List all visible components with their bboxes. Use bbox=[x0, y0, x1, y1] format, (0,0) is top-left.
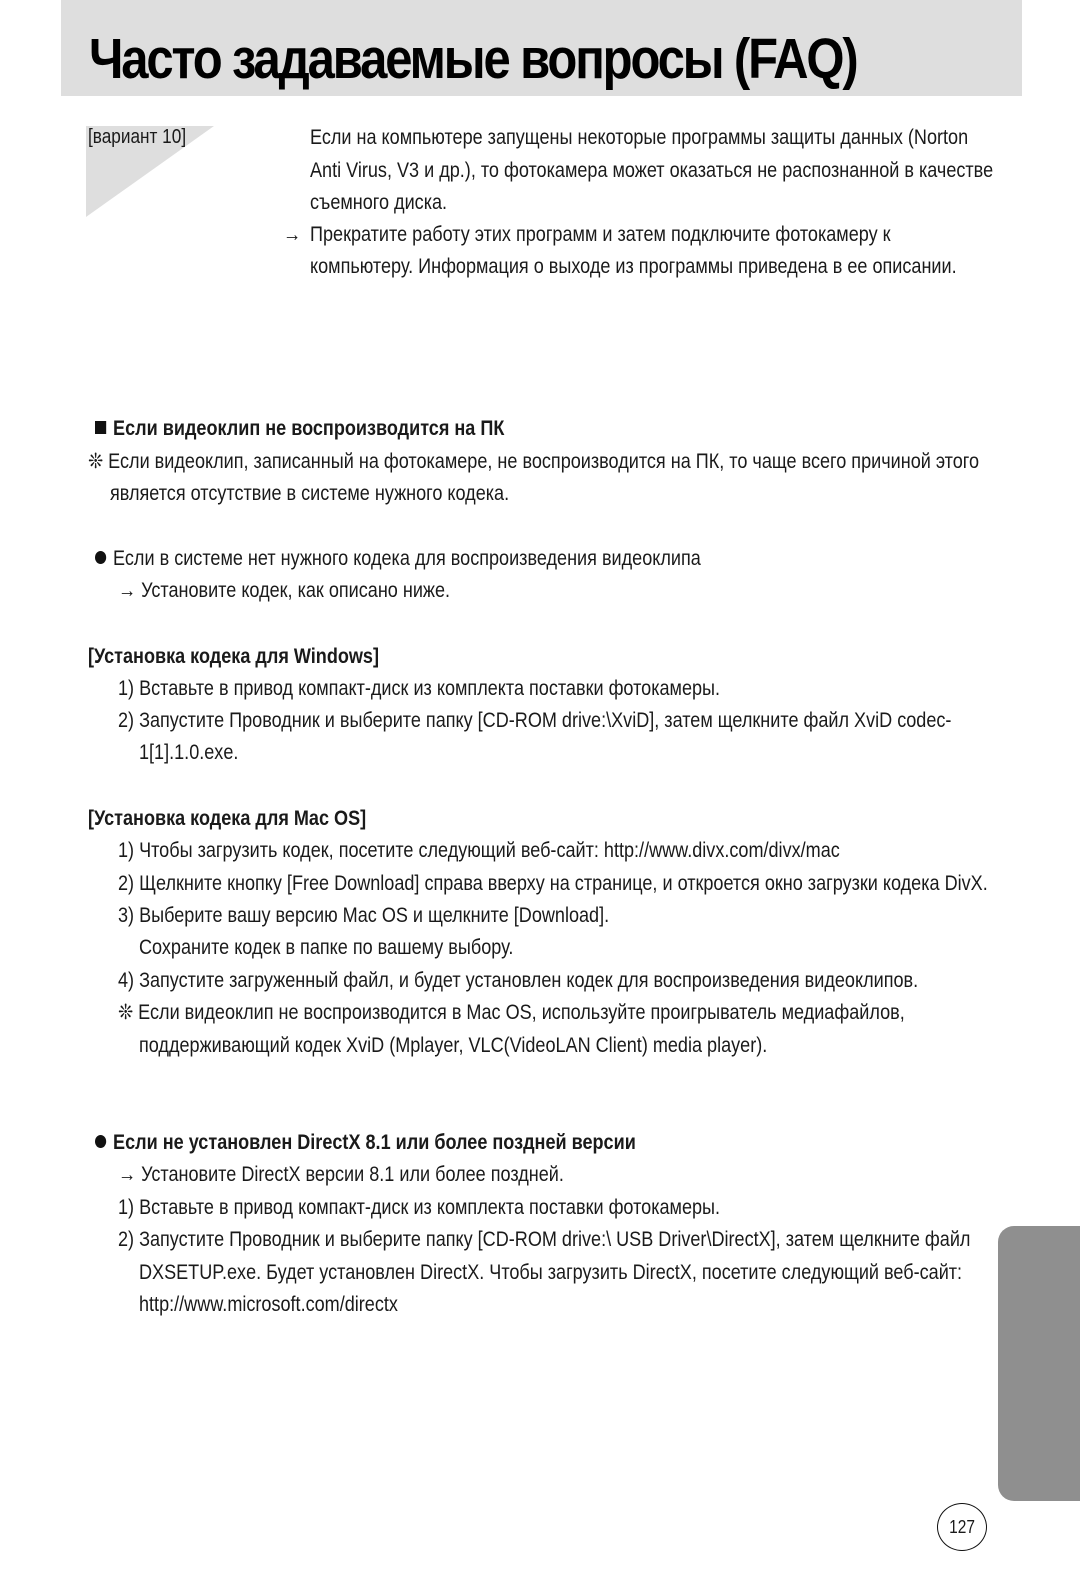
windows-heading: [Установка кодека для Windows] bbox=[88, 645, 379, 668]
video-note-line: является отсутствие в системе нужного кодека. bbox=[110, 482, 510, 505]
directx-step: 2) Запустите Проводник и выберите папку [CD-ROM drive:\ USB Driver\DirectX], затем щелкните файл bbox=[118, 1228, 971, 1251]
asterisk-note-icon: ❊ bbox=[88, 450, 104, 473]
variant-label: [вариант 10] bbox=[88, 126, 187, 148]
variant-text-line: Если на компьютере запущены некоторые программы защиты данных (Norton bbox=[310, 126, 969, 149]
directx-step-continuation: DXSETUP.exe. Будет установлен DirectX. Чтобы загрузить DirectX, посетите следующий веб-сайт: bbox=[139, 1261, 963, 1284]
square-bullet-icon bbox=[95, 421, 106, 434]
asterisk-note-icon: ❊ bbox=[118, 1001, 134, 1024]
dot-bullet-icon bbox=[95, 1135, 106, 1148]
mac-step: 2) Щелкните кнопку [Free Download] справа вверху на странице, и откроется окно загрузки кодека DivX. bbox=[118, 872, 988, 895]
windows-step-continuation: 1[1].1.0.exe. bbox=[139, 741, 239, 764]
mac-step: 4) Запустите загруженный файл, и будет установлен кодек для воспроизведения видеоклипов. bbox=[118, 969, 919, 992]
variant-text-line: Anti Virus, V3 и др.), то фотокамера может оказаться не распознанной в качестве bbox=[310, 159, 994, 182]
video-section-heading: Если видеоклип не воспроизводится на ПК bbox=[95, 413, 504, 445]
mac-step: 1) Чтобы загрузить кодек, посетите следующий веб-сайт: http://www.divx.com/divx/mac bbox=[118, 839, 840, 862]
directx-link: http://www.microsoft.com/directx bbox=[139, 1293, 398, 1316]
video-note-line: ❊ Если видеоклип, записанный на фотокамере, не воспроизводится на ПК, то чаще всего причиной этого bbox=[88, 450, 980, 473]
mac-note-line: ❊ Если видеоклип не воспроизводится в Mac OS, используйте проигрыватель медиафайлов, bbox=[118, 1001, 905, 1024]
windows-step: 2) Запустите Проводник и выберите папку [CD-ROM drive:\XviD], затем щелкните файл XviD codec- bbox=[118, 709, 952, 732]
title-bar bbox=[61, 0, 1022, 96]
arrow-icon: → bbox=[283, 223, 302, 246]
directx-heading: Если не установлен DirectX 8.1 или более поздней версии bbox=[95, 1127, 636, 1159]
mac-heading: [Установка кодека для Mac OS] bbox=[88, 807, 367, 830]
mac-note-line: поддерживающий кодек XviD (Mplayer, VLC(VideoLAN Client) media player). bbox=[139, 1034, 768, 1057]
windows-step: 1) Вставьте в привод компакт-диск из комплекта поставки фотокамеры. bbox=[118, 677, 721, 700]
mac-step: 3) Выберите вашу версию Mac OS и щелкните [Download]. bbox=[118, 904, 610, 927]
dot-bullet-icon bbox=[95, 551, 106, 564]
page-title: Часто задаваемые вопросы (FAQ) bbox=[89, 27, 857, 91]
mac-step-continuation: Сохраните кодек в папке по вашему выбору. bbox=[139, 936, 514, 959]
codec-arrow-line: → Установите кодек, как описано ниже. bbox=[118, 579, 451, 602]
variant-text-line: съемного диска. bbox=[310, 191, 448, 214]
variant-solution-line: компьютеру. Информация о выходе из программы приведена в ее описании. bbox=[310, 255, 957, 278]
directx-arrow-line: → Установите DirectX версии 8.1 или более поздней. bbox=[118, 1163, 564, 1186]
page-number: 127 bbox=[937, 1503, 987, 1551]
directx-step: 1) Вставьте в привод компакт-диск из комплекта поставки фотокамеры. bbox=[118, 1196, 721, 1219]
codec-bullet: Если в системе нет нужного кодека для воспроизведения видеоклипа bbox=[95, 543, 701, 575]
variant-solution-line: Прекратите работу этих программ и затем подключите фотокамеру к bbox=[310, 223, 891, 246]
chapter-side-tab bbox=[998, 1226, 1080, 1501]
